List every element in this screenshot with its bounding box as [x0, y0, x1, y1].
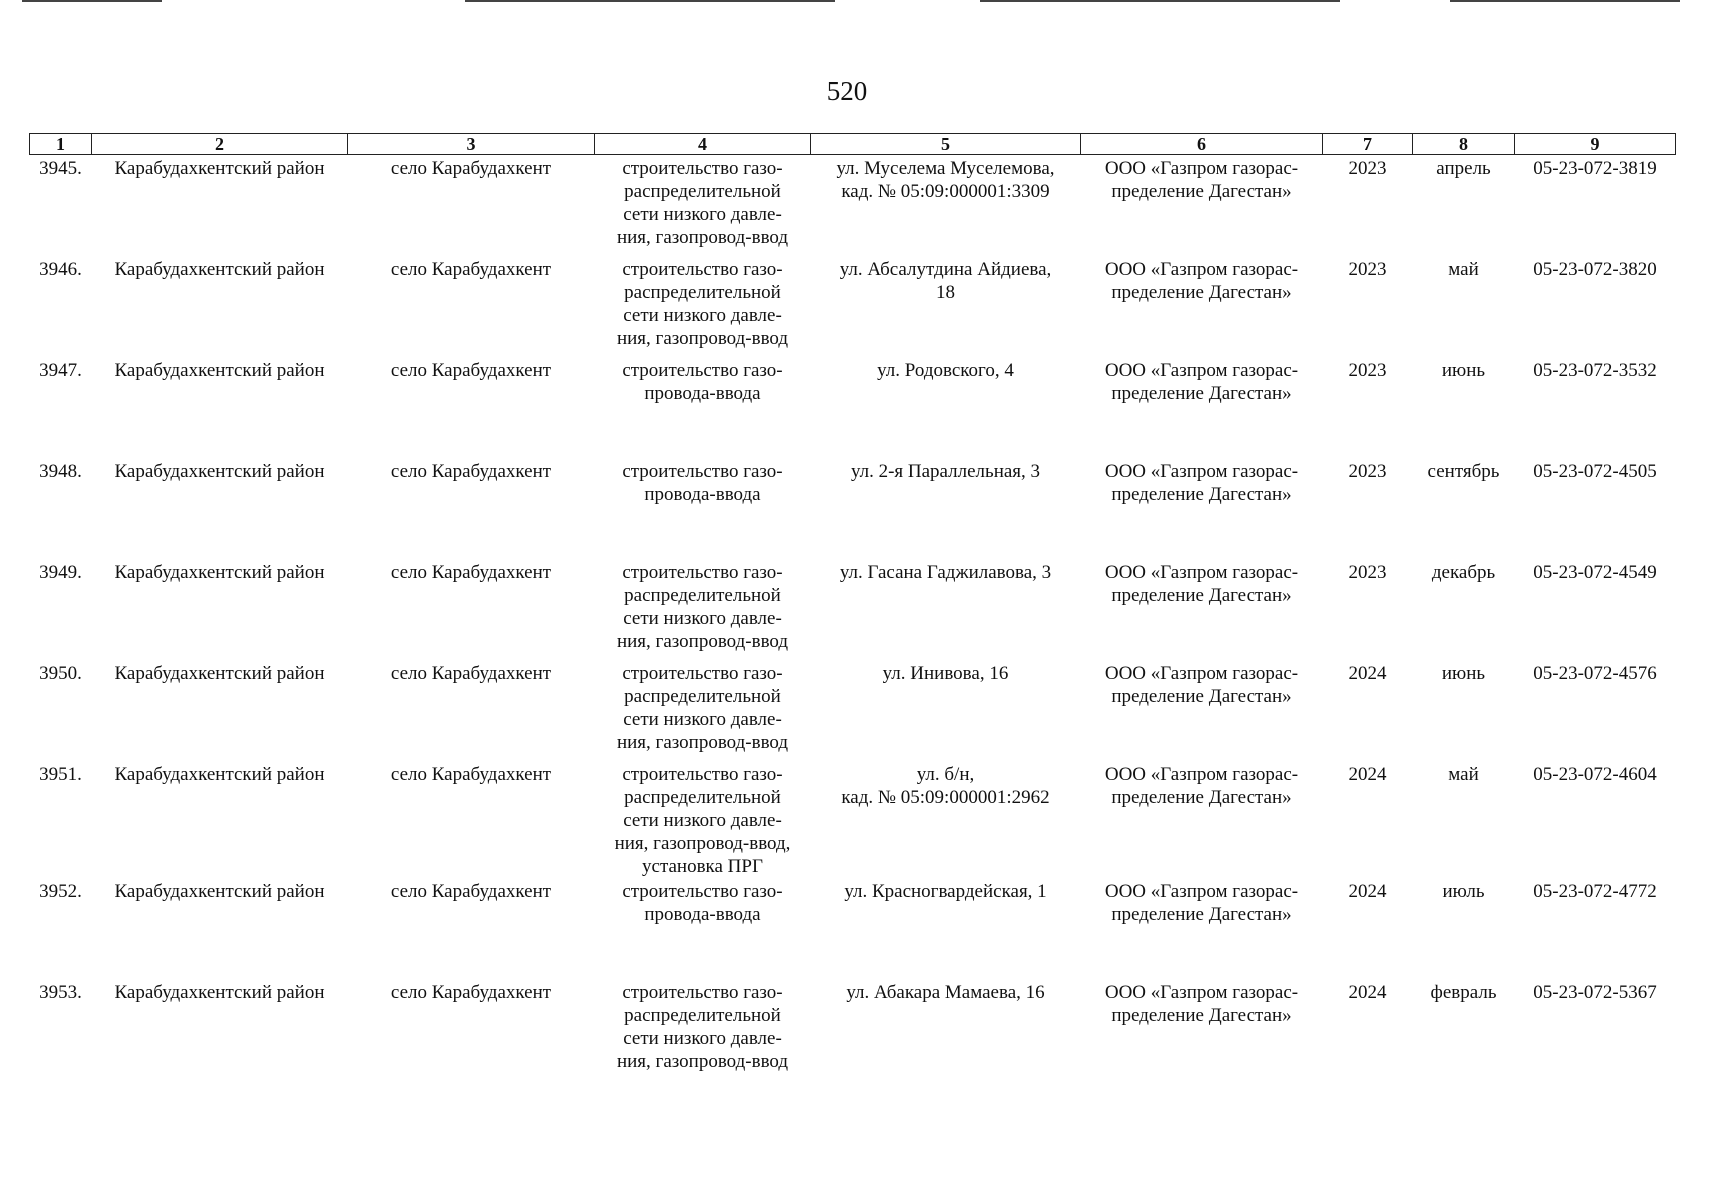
- code-cell: 05-23-072-5367: [1533, 981, 1657, 1003]
- address-cell: [811, 559, 1081, 660]
- work-description-cell: [595, 559, 811, 660]
- month-cell: май: [1448, 763, 1479, 785]
- code-cell: 05-23-072-4772: [1533, 880, 1657, 902]
- organization-cell: [1081, 761, 1323, 878]
- address-cell-line: кад. № 05:09:000001:2962: [841, 786, 1050, 808]
- work-description-cell: [595, 357, 811, 458]
- work-description-cell-line: строительство газо-: [622, 359, 783, 381]
- address-cell-line: ул. Родовского, 4: [877, 359, 1014, 381]
- table-row: [30, 357, 1676, 458]
- column-header: 1: [30, 134, 92, 155]
- district-cell: Карабудахкентский район: [114, 880, 325, 902]
- organization-cell-line: пределение Дагестан»: [1111, 584, 1292, 606]
- organization-cell-line: ООО «Газпром газорас-: [1104, 258, 1299, 280]
- address-cell-line: ул. Красногвардейская, 1: [844, 880, 1047, 902]
- work-description-cell-line: провода-ввода: [644, 483, 761, 505]
- organization-cell-line: пределение Дагестан»: [1111, 685, 1292, 707]
- row-number-cell: 3950.: [39, 662, 82, 684]
- code-cell: 05-23-072-3820: [1533, 258, 1657, 280]
- work-description-cell-line: распределительной: [624, 685, 781, 707]
- scan-edge-line: [980, 0, 1340, 2]
- work-description-cell-line: установка ПРГ: [642, 855, 763, 877]
- year-cell: 2024: [1348, 880, 1387, 902]
- organization-cell-line: пределение Дагестан»: [1111, 181, 1292, 202]
- address-cell-line: ул. Гасана Гаджилавова, 3: [839, 561, 1052, 583]
- organization-cell: [1081, 979, 1323, 1080]
- settlement-cell: село Карабудахкент: [390, 460, 552, 482]
- organization-cell-line: пределение Дагестан»: [1111, 281, 1292, 303]
- table-row: [30, 660, 1676, 761]
- organization-cell-line: ООО «Газпром газорас-: [1104, 561, 1299, 583]
- settlement-cell: село Карабудахкент: [390, 662, 552, 684]
- month-cell: сентябрь: [1427, 460, 1500, 482]
- address-cell-line: ул. б/н,: [916, 763, 975, 785]
- column-number-row: [30, 134, 1676, 155]
- organization-cell-line: ООО «Газпром газорас-: [1104, 359, 1299, 381]
- work-description-cell-line: распределительной: [624, 281, 781, 303]
- registry-rows: [30, 155, 1676, 1080]
- settlement-cell: село Карабудахкент: [390, 158, 552, 179]
- year-cell: 2023: [1348, 258, 1387, 280]
- work-description-cell-line: сети низкого давле-: [623, 204, 782, 225]
- work-description-cell-line: ния, газопровод-ввод: [616, 630, 789, 652]
- row-number-cell: 3946.: [39, 258, 82, 280]
- registry-table: [29, 133, 1676, 1080]
- settlement-cell: село Карабудахкент: [390, 763, 552, 785]
- work-description-cell: [595, 979, 811, 1080]
- address-cell: [811, 761, 1081, 878]
- month-cell: май: [1448, 258, 1479, 280]
- table-row: [30, 761, 1676, 878]
- organization-cell: [1081, 878, 1323, 979]
- address-cell-line: ул. Абакара Мамаева, 16: [846, 981, 1045, 1003]
- code-cell: 05-23-072-4604: [1533, 763, 1657, 785]
- table-row: [30, 878, 1676, 979]
- address-cell-line: ул. 2-я Параллельная, 3: [850, 460, 1041, 482]
- work-description-cell-line: строительство газо-: [622, 981, 783, 1003]
- row-number-cell: 3953.: [39, 981, 82, 1003]
- table-row: [30, 979, 1676, 1080]
- row-number-cell: 3947.: [39, 359, 82, 381]
- column-header: 4: [595, 134, 811, 155]
- work-description-cell-line: ния, газопровод-ввод: [616, 731, 789, 753]
- organization-cell-line: пределение Дагестан»: [1111, 382, 1292, 404]
- scan-edge-line: [1450, 0, 1680, 2]
- organization-cell: [1081, 256, 1323, 357]
- work-description-cell-line: сети низкого давле-: [623, 1027, 782, 1049]
- work-description-cell-line: распределительной: [624, 786, 781, 808]
- table-row: [30, 458, 1676, 559]
- organization-cell: [1081, 357, 1323, 458]
- work-description-cell-line: строительство газо-: [622, 662, 783, 684]
- address-cell-line: кад. № 05:09:000001:3309: [841, 181, 1050, 202]
- work-description-cell-line: строительство газо-: [622, 880, 783, 902]
- year-cell: 2024: [1348, 981, 1387, 1003]
- settlement-cell: село Карабудахкент: [390, 561, 552, 583]
- row-number-cell: 3949.: [39, 561, 82, 583]
- table-row: [30, 155, 1676, 256]
- work-description-cell-line: ния, газопровод-ввод: [616, 227, 789, 248]
- address-cell: [811, 458, 1081, 559]
- year-cell: 2023: [1348, 561, 1387, 583]
- organization-cell: [1081, 458, 1323, 559]
- work-description-cell-line: строительство газо-: [622, 258, 783, 280]
- work-description-cell: [595, 878, 811, 979]
- column-header: 9: [1515, 134, 1676, 155]
- work-description-cell: [595, 660, 811, 761]
- settlement-cell: село Карабудахкент: [390, 981, 552, 1003]
- column-header: 3: [348, 134, 595, 155]
- row-number-cell: 3948.: [39, 460, 82, 482]
- page-number: 520: [826, 76, 868, 106]
- work-description-cell-line: провода-ввода: [644, 903, 761, 925]
- column-header: 5: [811, 134, 1081, 155]
- work-description-cell-line: распределительной: [624, 1004, 781, 1026]
- organization-cell-line: ООО «Газпром газорас-: [1104, 460, 1299, 482]
- address-cell: [811, 357, 1081, 458]
- work-description-cell-line: сети низкого давле-: [623, 809, 782, 831]
- row-number-cell: 3945.: [39, 158, 82, 179]
- organization-cell-line: ООО «Газпром газорас-: [1104, 763, 1299, 785]
- work-description-cell: [595, 761, 811, 878]
- address-cell: [811, 155, 1081, 256]
- settlement-cell: село Карабудахкент: [390, 880, 552, 902]
- district-cell: Карабудахкентский район: [114, 662, 325, 684]
- month-cell: апрель: [1436, 158, 1491, 179]
- work-description-cell-line: сети низкого давле-: [623, 708, 782, 730]
- address-cell-line: 18: [936, 281, 955, 303]
- year-cell: 2023: [1348, 460, 1387, 482]
- work-description-cell: [595, 256, 811, 357]
- month-cell: июнь: [1441, 359, 1486, 381]
- scan-edge-line: [465, 0, 835, 2]
- district-cell: Карабудахкентский район: [114, 460, 325, 482]
- address-cell-line: ул. Муселема Муселемова,: [836, 158, 1055, 179]
- organization-cell-line: ООО «Газпром газорас-: [1104, 662, 1299, 684]
- work-description-cell-line: распределительной: [624, 584, 781, 606]
- address-cell-line: ул. Абсалутдина Айдиева,: [839, 258, 1052, 280]
- organization-cell-line: ООО «Газпром газорас-: [1104, 981, 1299, 1003]
- year-cell: 2024: [1348, 763, 1387, 785]
- district-cell: Карабудахкентский район: [114, 981, 325, 1003]
- year-cell: 2024: [1348, 662, 1387, 684]
- address-cell: [811, 979, 1081, 1080]
- code-cell: 05-23-072-4505: [1533, 460, 1657, 482]
- month-cell: июнь: [1441, 662, 1486, 684]
- organization-cell-line: пределение Дагестан»: [1111, 786, 1292, 808]
- work-description-cell-line: провода-ввода: [644, 382, 761, 404]
- address-cell-line: ул. Инивова, 16: [882, 662, 1009, 684]
- code-cell: 05-23-072-4549: [1533, 561, 1657, 583]
- work-description-cell-line: сети низкого давле-: [623, 607, 782, 629]
- organization-cell-line: ООО «Газпром газорас-: [1104, 880, 1299, 902]
- column-header: 8: [1413, 134, 1515, 155]
- column-header: 2: [92, 134, 348, 155]
- work-description-cell-line: строительство газо-: [622, 561, 783, 583]
- organization-cell: [1081, 660, 1323, 761]
- month-cell: декабрь: [1431, 561, 1496, 583]
- code-cell: 05-23-072-4576: [1533, 662, 1657, 684]
- work-description-cell-line: ния, газопровод-ввод,: [614, 832, 791, 854]
- organization-cell-line: пределение Дагестан»: [1111, 903, 1292, 925]
- work-description-cell: [595, 458, 811, 559]
- month-cell: июль: [1442, 880, 1485, 902]
- work-description-cell-line: строительство газо-: [622, 158, 783, 179]
- column-header: 7: [1323, 134, 1413, 155]
- settlement-cell: село Карабудахкент: [390, 359, 552, 381]
- row-number-cell: 3951.: [39, 763, 82, 785]
- code-cell: 05-23-072-3819: [1533, 158, 1657, 179]
- code-cell: 05-23-072-3532: [1533, 359, 1657, 381]
- organization-cell-line: пределение Дагестан»: [1111, 483, 1292, 505]
- work-description-cell-line: сети низкого давле-: [623, 304, 782, 326]
- organization-cell: [1081, 559, 1323, 660]
- address-cell: [811, 660, 1081, 761]
- district-cell: Карабудахкентский район: [114, 561, 325, 583]
- organization-cell: [1081, 155, 1323, 256]
- table-row: [30, 559, 1676, 660]
- district-cell: Карабудахкентский район: [114, 258, 325, 280]
- address-cell: [811, 256, 1081, 357]
- table-row: [30, 256, 1676, 357]
- work-description-cell-line: строительство газо-: [622, 763, 783, 785]
- address-cell: [811, 878, 1081, 979]
- year-cell: 2023: [1348, 359, 1387, 381]
- settlement-cell: село Карабудахкент: [390, 258, 552, 280]
- work-description-cell-line: распределительной: [624, 181, 781, 202]
- year-cell: 2023: [1348, 158, 1387, 179]
- row-number-cell: 3952.: [39, 880, 82, 902]
- district-cell: Карабудахкентский район: [114, 359, 325, 381]
- organization-cell-line: ООО «Газпром газорас-: [1104, 158, 1299, 179]
- organization-cell-line: пределение Дагестан»: [1111, 1004, 1292, 1026]
- month-cell: февраль: [1430, 981, 1497, 1003]
- district-cell: Карабудахкентский район: [114, 158, 325, 179]
- district-cell: Карабудахкентский район: [114, 763, 325, 785]
- work-description-cell-line: строительство газо-: [622, 460, 783, 482]
- work-description-cell-line: ния, газопровод-ввод: [616, 327, 789, 349]
- scan-edge-line: [22, 0, 162, 2]
- work-description-cell-line: ния, газопровод-ввод: [616, 1050, 789, 1072]
- column-header: 6: [1081, 134, 1323, 155]
- work-description-cell: [595, 155, 811, 256]
